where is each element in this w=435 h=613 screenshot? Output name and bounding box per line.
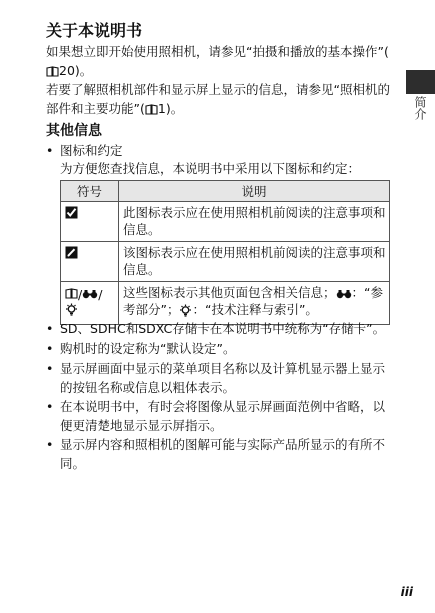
header-symbol: 符号 [61,181,119,202]
icons-intro: 为方便您查找信息，本说明书中采用以下图标和约定： [60,161,361,176]
icons-bullet-title: 图标和约定 [60,143,123,158]
bullet-marker: • [46,143,54,158]
intro-p2-end: )。 [165,101,184,116]
list-item-text: 显示屏内容和照相机的图解可能与实际产品所显示的有所不同。 [60,437,386,471]
list-item [46,397,396,435]
icons-bullet [46,142,123,160]
page-title: 关于本说明书 [46,21,143,40]
symbol-cell [61,202,119,242]
symbol-separator: / [78,287,83,302]
desc-text: 这些图标表示其他页面包含相关信息； [123,285,336,300]
intro-p1-text: 如果想立即开始使用照相机，请参见“拍摄和播放的基本操作”( [46,44,389,59]
bullet-marker: • [46,361,54,376]
symbol-separator: / [98,287,103,302]
section-title: 其他信息 [46,123,102,139]
intro-p2-page: 1 [157,101,166,116]
description-cell: 该图标表示应在使用照相机前阅读的注意事项和信息。 [119,242,390,282]
table-row [61,202,390,242]
intro-paragraph-1 [46,42,398,80]
table-row [61,242,390,282]
bullet-marker: • [46,341,54,356]
table-header-row [61,181,390,202]
tip-bulb-icon [179,304,192,317]
desc-text: ：“技术注释与索引”。 [192,302,318,317]
chapter-label: 简介 [413,96,427,120]
book-icon [65,288,78,299]
bullet-marker: • [46,399,54,414]
symbol-cell [61,242,119,282]
header-description: 说明 [119,181,390,202]
check-box-icon [65,206,78,219]
list-item [46,339,396,358]
list-item-text: 购机时的设定称为“默认设定”。 [60,341,236,356]
book-icon [46,66,59,77]
intro-p1-page: 20 [59,63,75,78]
description-cell: 此图标表示应在使用照相机前阅读的注意事项和信息。 [119,202,390,242]
intro-p1-end: )。 [74,63,93,78]
chapter-tab [406,70,435,94]
list-item [46,359,396,397]
page-number: iii [400,585,413,599]
list-item [46,435,396,473]
list-item-text: 显示屏画面中显示的菜单项目名称以及计算机显示器上显示的按钮名称或信息以粗体表示。 [60,361,386,395]
desc-text: ：“参考部分”； [123,285,383,317]
list-item-text: 在本说明书中，有时会将图像从显示屏画面范例中省略，以便更清楚地显示显示屏指示。 [60,399,386,433]
binoculars-icon [336,289,352,299]
pencil-note-icon [65,246,78,259]
binoculars-icon [82,289,98,299]
intro-paragraph-2 [46,80,398,118]
intro-p2-text: 若要了解照相机部件和显示屏上显示的信息，请参见“照相机的部件和主要功能”( [46,82,390,116]
icon-legend-table [60,180,390,325]
bullet-marker: • [46,437,54,452]
bullet-marker: • [46,321,54,336]
list-item [46,319,396,338]
tip-bulb-icon [65,303,78,316]
book-icon [145,104,158,115]
list-item-text: SD、SDHC和SDXC存储卡在本说明书中统称为“存储卡”。 [60,321,386,336]
